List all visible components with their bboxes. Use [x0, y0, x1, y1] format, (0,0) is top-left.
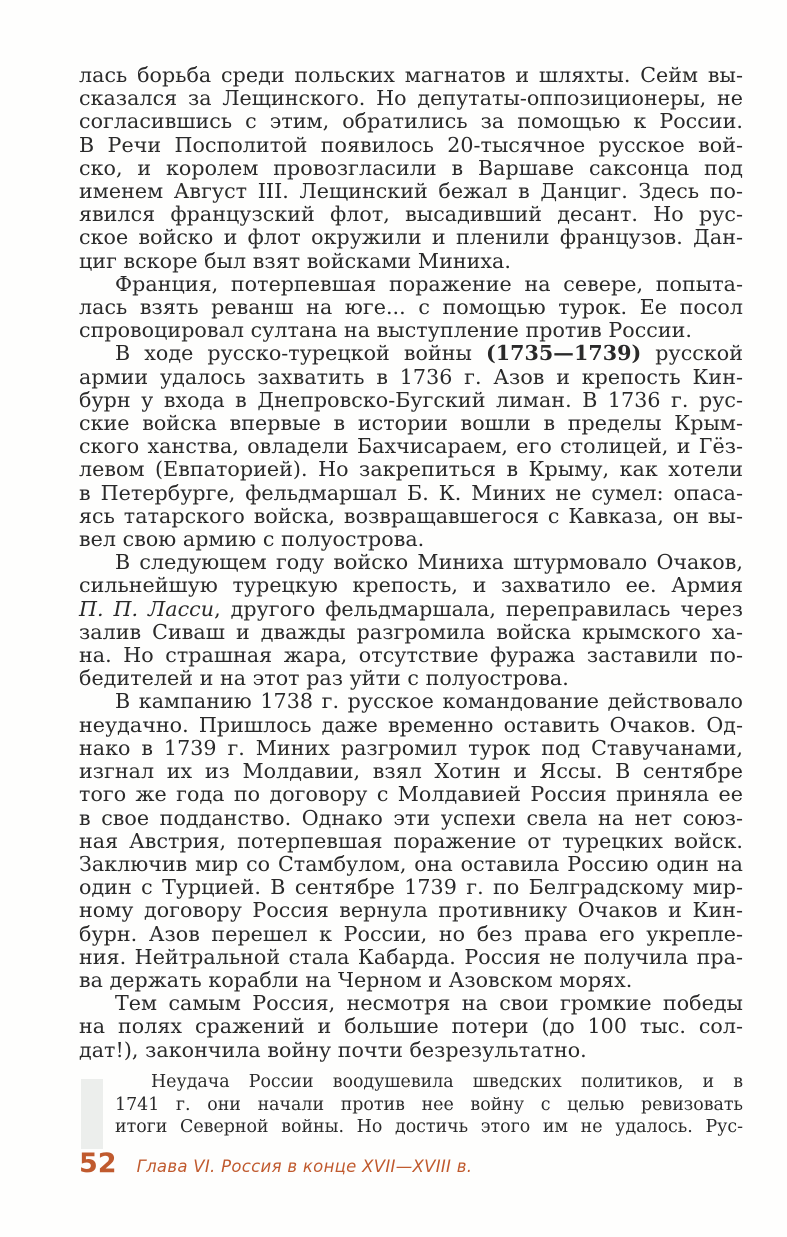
text-line: согласившись с этим, обратились за помощью к России. [79, 109, 743, 134]
text-line: В Речи Посполитой появилось 20-тысячное русское вой- [79, 132, 743, 157]
text-line: ясь татарского войска, возвращавшегося с Кавказа, он вы- [79, 503, 743, 528]
text-line: Заключив мир со Стамбулом, она оставила Россию один на [79, 851, 743, 876]
text-line: лась борьба среди польских магнатов и шляхты. Сейм вы- [79, 63, 743, 87]
main-text [79, 64, 743, 1062]
text-line: В кампанию 1738 г. русское командование действовало [115, 689, 743, 714]
text-line: один с Турцией. В сентябре 1739 г. по Белградскому мир- [79, 875, 743, 900]
text-line: левом (Евпаторией). Но закрепиться в Крыму, как хотели [79, 457, 743, 482]
text-line: бурн у входа в Днепровско-Бугский лиман. В 1736 г. рус- [79, 387, 743, 412]
note-line: Неудача России воодушевила шведских политиков, и в [151, 1072, 743, 1092]
text-line: ному договору Россия вернула противнику Очаков и Кин- [79, 898, 743, 923]
text-line: явился французский флот, высадивший десант. Но рус- [79, 202, 743, 227]
text-line: в свое подданство. Однако эти успехи свела на нет союз- [79, 805, 743, 830]
text-line: Тем самым Россия, несмотря на свои громкие победы [115, 991, 743, 1016]
text-line: сказался за Лещинского. Но депутаты-оппозиционеры, не [79, 86, 743, 111]
page-footer [79, 1148, 472, 1184]
note-line: итоги Северной войны. Но достичь этого им не удалось. Рус- [115, 1117, 743, 1138]
text-line: на полях сражений и большие потери (до 100 тыс. сол- [79, 1014, 743, 1039]
paragraph-6 [79, 992, 743, 1062]
text-line: Франция, потерпевшая поражение на севере, попыта- [115, 271, 743, 296]
war-dates: (1735—1739) [485, 341, 642, 366]
text-line: спровоцировал султана на выступление против России. [79, 318, 693, 343]
text-line: именем Август III. Лещинский бежал в Данциг. Здесь по- [79, 179, 743, 204]
side-note [79, 1071, 743, 1139]
text-line: в Петербурге, фельдмаршал Б. К. Миних не сумел: опаса- [79, 480, 743, 505]
text-line: сильнейшую турецкую крепость, и захватило ее. Армия [79, 573, 743, 598]
text-line: ния. Нейтральной стала Кабарда. Россия не получила пра- [79, 944, 743, 969]
text-line: залив Сиваш и дважды разгромила войска крымского ха- [79, 619, 743, 644]
text-line: циг вскоре был взят войсками Миниха. [79, 248, 511, 273]
paragraph-2 [79, 273, 743, 343]
text-line: бурн. Азов перешел к России, но без права его укрепле- [79, 921, 743, 946]
text-line: лась взять реванш на юге... с помощью турок. Ее посол [79, 295, 743, 320]
text-line [79, 342, 743, 365]
running-head: Глава VI. Россия в конце XVII—XVIII в. [136, 1157, 473, 1176]
text-line: ское войско и флот окружили и пленили французов. Дан- [79, 225, 743, 250]
text-line: ва держать корабли на Черном и Азовском морях. [79, 967, 633, 992]
text-line: В следующем году войско Миниха штурмовало Очаков, [115, 550, 743, 575]
paragraph-5 [79, 690, 743, 992]
text-segment: русской [641, 341, 744, 366]
text-line: вел свою армию с полуострова. [79, 527, 425, 552]
paragraph-1 [79, 64, 743, 273]
paragraph-3 [79, 342, 743, 551]
text-segment: , другого фельдмаршала, переправилась через [214, 596, 743, 621]
paragraph-4 [79, 551, 743, 690]
text-line: дат!), закончила войну почти безрезультатно. [79, 1037, 587, 1062]
text-line: ско, и королем провозгласили в Варшаве саксонца под [79, 155, 743, 180]
person-name: П. П. Ласси [79, 596, 215, 621]
text-line: на. Но страшная жара, отсутствие фуража заставили по- [79, 643, 743, 668]
page-number: 52 [79, 1148, 117, 1179]
text-line: бедителей и на этот раз уйти с полуострова. [79, 666, 569, 691]
note-line: 1741 г. они начали против нее войну с целью ревизовать [115, 1094, 743, 1115]
text-line: изгнал их из Молдавии, взял Хотин и Яссы. В сентябре [79, 759, 743, 784]
text-line: нако в 1739 г. Миних разгромил турок под Ставучанами, [79, 735, 743, 760]
text-line: ские войска впервые в истории вошли в пределы Крым- [79, 411, 743, 436]
text-line: ского ханства, овладели Бахчисараем, его столицей, и Гёз- [79, 434, 743, 459]
text-line: того же года по договору с Молдавией Россия приняла ее [79, 782, 743, 807]
text-segment: В ходе русско-турецкой войны [115, 341, 486, 366]
text-line: неудачно. Пришлось даже временно оставить Очаков. Од- [79, 712, 743, 737]
text-line: ная Австрия, потерпевшая поражение от турецких войск. [79, 828, 743, 853]
text-line [79, 598, 743, 621]
text-line: армии удалось захватить в 1736 г. Азов и крепость Кин- [79, 364, 743, 389]
